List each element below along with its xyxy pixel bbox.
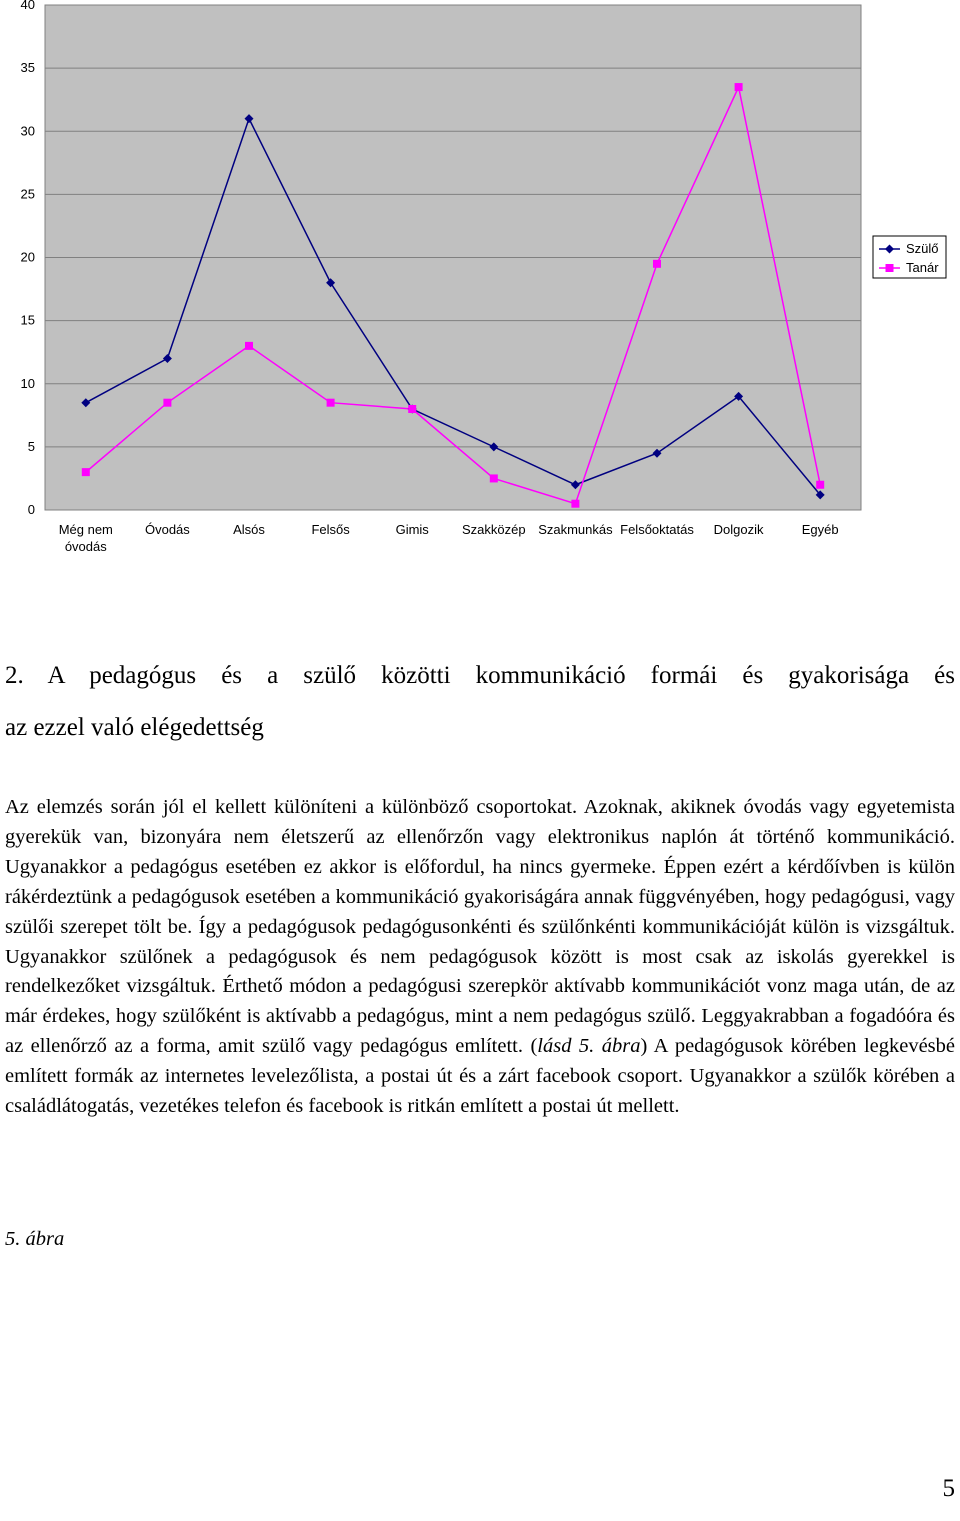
- body-text-1: Az elemzés során jól el kellett különíteni a különböző csoportokat. Azoknak, akiknek óvodás vagy egyetemista gyerekük van, bizonyára nem életszerű az ellenőrzőn vagy elektronikus naplón át történő kommunikáció. Ugyanakkor a pedagógus esetében ez akkor is előfordul, ha nincs gyermeke. Éppen ezért a kérdőívben is külön rákérdeztünk a pedagógusok esetében a kommunikáció gyakoriságára annak függvényében, hogy pedagógusi, vagy szülői szerepet tölt be. Így a pedagógusok pedagógusonkénti és szülőnkénti kommunikációját külön is vizsgáltuk. Ugyanakkor szülőnek a pedagógusok és nem pedagógusok között is most csak az iskolás gyerekkel is rendelkezőket vizsgáltuk. Érthető módon a pedagógusi szerepkör aktívabb kommunikációt vonz maga után, de az már érdekes, hogy szülőként is aktívabb a pedagógus, mint a nem pedagógus szülő. Leggyakrabban a fogadóóra és az ellenőrző az a forma, amit szülő vagy pedagógus említett. (: [5, 796, 955, 1058]
- data-point-series-2: [816, 481, 824, 489]
- body-text-2: ) A pedagógusok körében legkevésbé említett formák az internetes levelezőlista, a postai út és a zárt facebook csoport. Ugyanakkor a szülők körében a családlátogatás, vezetékes telefon és facebook is ritkán említett a postai út mellett.: [5, 1035, 956, 1118]
- x-tick-label: Egyéb: [801, 522, 839, 537]
- legend-label: Szülő: [906, 241, 939, 256]
- y-tick-label: 20: [20, 249, 35, 265]
- y-tick-label: 15: [20, 312, 35, 328]
- x-tick-label: Felsős: [311, 522, 350, 537]
- data-point-series-2: [490, 474, 498, 482]
- y-tick-label: 0: [27, 502, 35, 517]
- data-point-series-2: [245, 342, 253, 350]
- data-point-series-2: [735, 83, 743, 91]
- data-point-series-2: [408, 405, 416, 413]
- x-tick-label: Gimis: [395, 522, 429, 537]
- y-axis-ticks: [21, 0, 35, 517]
- x-tick-label: Dolgozik: [713, 522, 764, 537]
- data-point-series-2: [163, 399, 171, 407]
- data-point-series-2: [571, 500, 579, 508]
- body-paragraph: [5, 793, 955, 1122]
- x-tick-label: Még nem: [58, 522, 113, 537]
- y-tick-label: 40: [20, 0, 35, 12]
- legend-label: Tanár: [906, 260, 939, 275]
- y-tick-label: 30: [20, 123, 35, 139]
- page-number: 5: [942, 1475, 955, 1502]
- x-tick-label: Szakmunkás: [538, 522, 613, 537]
- figure-caption-text: 5. ábra: [5, 1228, 65, 1250]
- x-axis-ticks: [59, 522, 839, 554]
- legend-marker: [886, 264, 894, 272]
- x-tick-label: Felsőoktatás: [620, 522, 694, 537]
- data-point-series-2: [327, 399, 335, 407]
- x-tick-label: Alsós: [233, 522, 265, 537]
- y-tick-label: 35: [20, 60, 35, 76]
- y-tick-label: 5: [27, 438, 35, 454]
- section-heading: [5, 650, 955, 754]
- x-tick-label: Óvodás: [144, 522, 190, 537]
- figure-caption: [5, 1228, 64, 1251]
- section-heading-line-1: 2. A pedagógus és a szülő közötti kommunikáció formái és gyakorisága és: [5, 662, 955, 689]
- legend: [873, 236, 946, 278]
- x-tick-label: Szakközép: [462, 522, 526, 537]
- line-chart: [0, 0, 960, 600]
- data-point-series-2: [653, 260, 661, 268]
- section-heading-line-2: az ezzel való elégedettség: [5, 714, 264, 741]
- y-tick-label: 10: [20, 375, 35, 391]
- y-tick-label: 25: [20, 186, 35, 202]
- x-tick-label: óvodás: [64, 539, 107, 554]
- figure-reference: lásd 5. ábra: [537, 1035, 641, 1058]
- data-point-series-2: [82, 468, 90, 476]
